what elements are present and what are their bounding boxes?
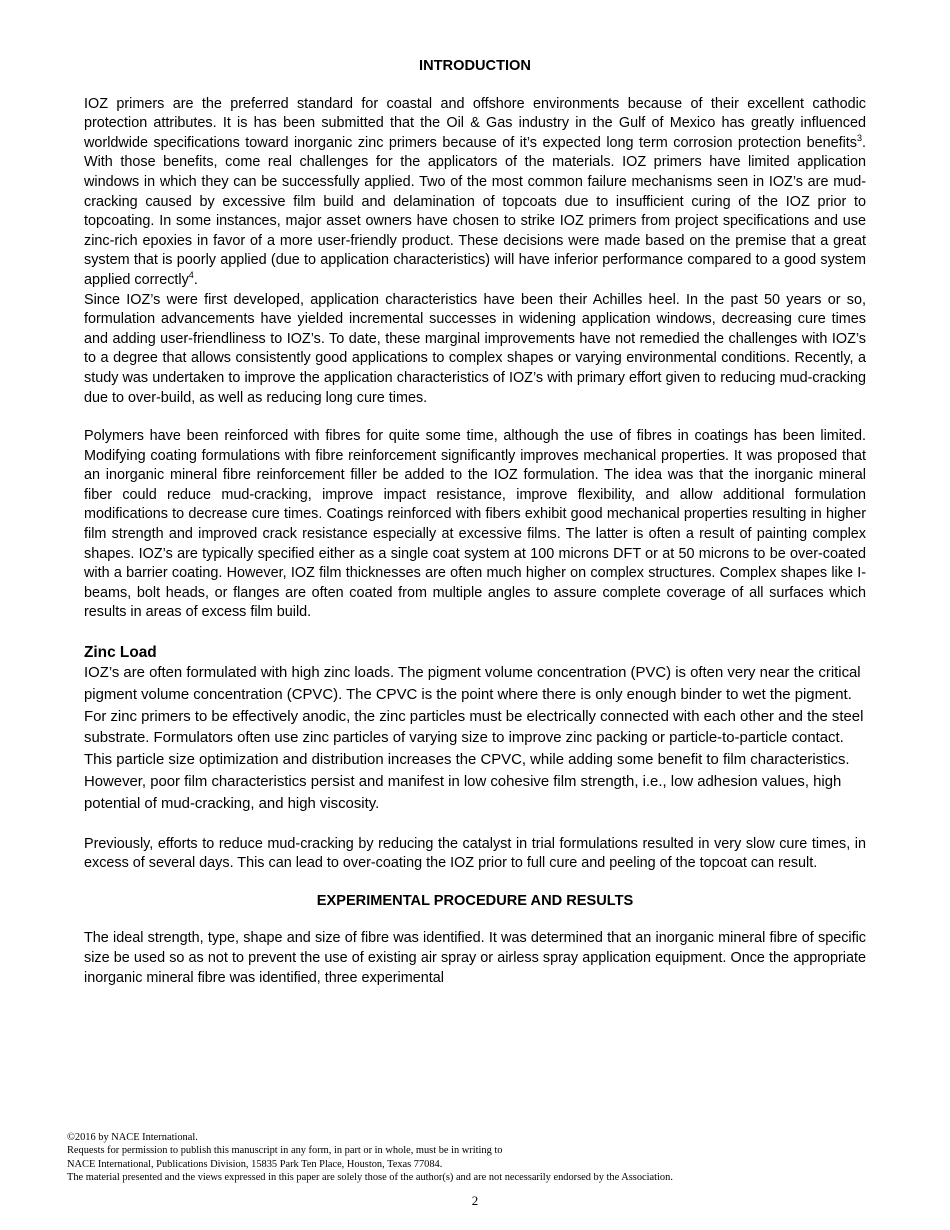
page-number: 2 <box>471 1193 479 1208</box>
zinc-load-paragraph-1: IOZ’s are often formulated with high zinc loads. The pigment volume concentration (PVC) is often very near the critical pigment volume concentration (CPVC). The CPVC is the point where there is only enough binder to wet the pigment. For zinc primers to be effectively anodic, the zinc particles must be electrically connected with each other and the steel substrate. Formulators often use zinc particles of varying size to improve zinc packing or particle-to-particle contact. This particle size optimization and distribution increases the CPVC, while adding some benefit to film characteristics. However, poor film characteristics persist and manifest in low cohesive film strength, i.e., low adhesion values, high potential of mud-cracking, and high viscosity. <box>84 665 864 812</box>
experimental-heading: EXPERIMENTAL PROCEDURE AND RESULTS <box>316 892 634 909</box>
intro-p1-text-c: . <box>193 271 198 288</box>
footer-disclaimer: The material presented and the views expressed in this paper are solely those of the author(s) and are not necessarily endorsed by the Association. <box>67 1171 673 1183</box>
intro-paragraph-2: Since IOZ’s were first developed, application characteristics have been their Achilles heel. In the past 50 years or so, formulation advancements have yielded incremental successes in widening application windows, decreasing cure times and adding user-friendliness to IOZ’s. To date, these marginal improvements have not remedied the challenges with IOZ’s to a degree that allows consistently good applications to complex shapes or varying environmental conditions. Recently, a study was undertaken to improve the application characteristics of IOZ’s with primary effort given to reducing mud-cracking due to over-build, as well as reducing long cure times. <box>84 291 866 406</box>
experimental-paragraph-1: The ideal strength, type, shape and size of fibre was identified. It was determined that an inorganic mineral fibre of specific size be used so as not to prevent the use of existing air spray or airless spray application equipment. Once the appropriate inorganic mineral fibre was identified, three experimental <box>84 930 866 986</box>
reference-3: 3 <box>856 132 862 143</box>
intro-paragraph-1 <box>84 95 866 291</box>
reference-4: 4 <box>188 270 194 281</box>
introduction-heading: INTRODUCTION <box>419 58 531 74</box>
footer <box>67 1131 887 1184</box>
zinc-load-heading: Zinc Load <box>84 644 157 662</box>
footer-permission: Requests for permission to publish this manuscript in any form, in part or in whole, must be in writing to <box>67 1145 503 1157</box>
intro-p1-text-a: IOZ primers are the preferred standard for coastal and offshore environments because of their excellent cathodic protection attributes. It is has been submitted that the Oil & Gas industry in the Gulf of Mexico has greatly influenced worldwide specifications toward inorganic zinc primers because of it’s expected long term corrosion protection benefits <box>84 95 866 151</box>
zinc-load-paragraph-2: Previously, efforts to reduce mud-cracking by reducing the catalyst in trial formulations resulted in very slow cure times, in excess of several days. This can lead to over-coating the IOZ prior to full cure and peeling of the topcoat can result. <box>84 835 866 872</box>
main-content <box>84 57 866 988</box>
footer-address: NACE International, Publications Division, 15835 Park Ten Place, Houston, Texas 77084. <box>67 1158 443 1170</box>
intro-paragraph-3: Polymers have been reinforced with fibres for quite some time, although the use of fibres in coatings has been limited. Modifying coating formulations with fibre reinforcement significantly improves mechanical properties. It was proposed that an inorganic mineral fibre reinforcement filler be added to the IOZ formulation. The idea was that the inorganic mineral fiber could reduce mud-cracking, improve impact resistance, improve flexibility, and allow additional formulation modifications to decrease cure times. Coatings reinforced with fibers exhibit good mechanical properties resulting in higher film strength and improved crack resistance especially at excessive films. The latter is often a result of painting complex shapes. IOZ’s are typically specified either as a single coat system at 100 microns DFT or at 50 microns to be over-coated with a barrier coating. However, IOZ film thicknesses are often much higher on complex structures. Complex shapes like I-beams, bolt heads, or flanges are often coated from multiple angles to assure complete coverage of all surfaces which results in areas of excess film build. <box>84 428 866 621</box>
footer-copyright: ©2016 by NACE International. <box>67 1132 198 1143</box>
intro-p1-text-b: . With those benefits, come real challenges for the applicators of the materials. IOZ primers have limited application windows in which they can be successfully applied. Two of the most common failure mechanisms seen in IOZ’s are mud-cracking caused by excessive film build and delamination of topcoats due to insufficient curing of the IOZ prior to topcoating. In some instances, major asset owners have chosen to strike IOZ primers from project specifications and use zinc-rich epoxies in favor of a more user-friendly product. These decisions were made based on the premise that a great system that is poorly applied (due to application characteristics) will have inferior performance compared to a good system applied correctly <box>84 134 866 288</box>
